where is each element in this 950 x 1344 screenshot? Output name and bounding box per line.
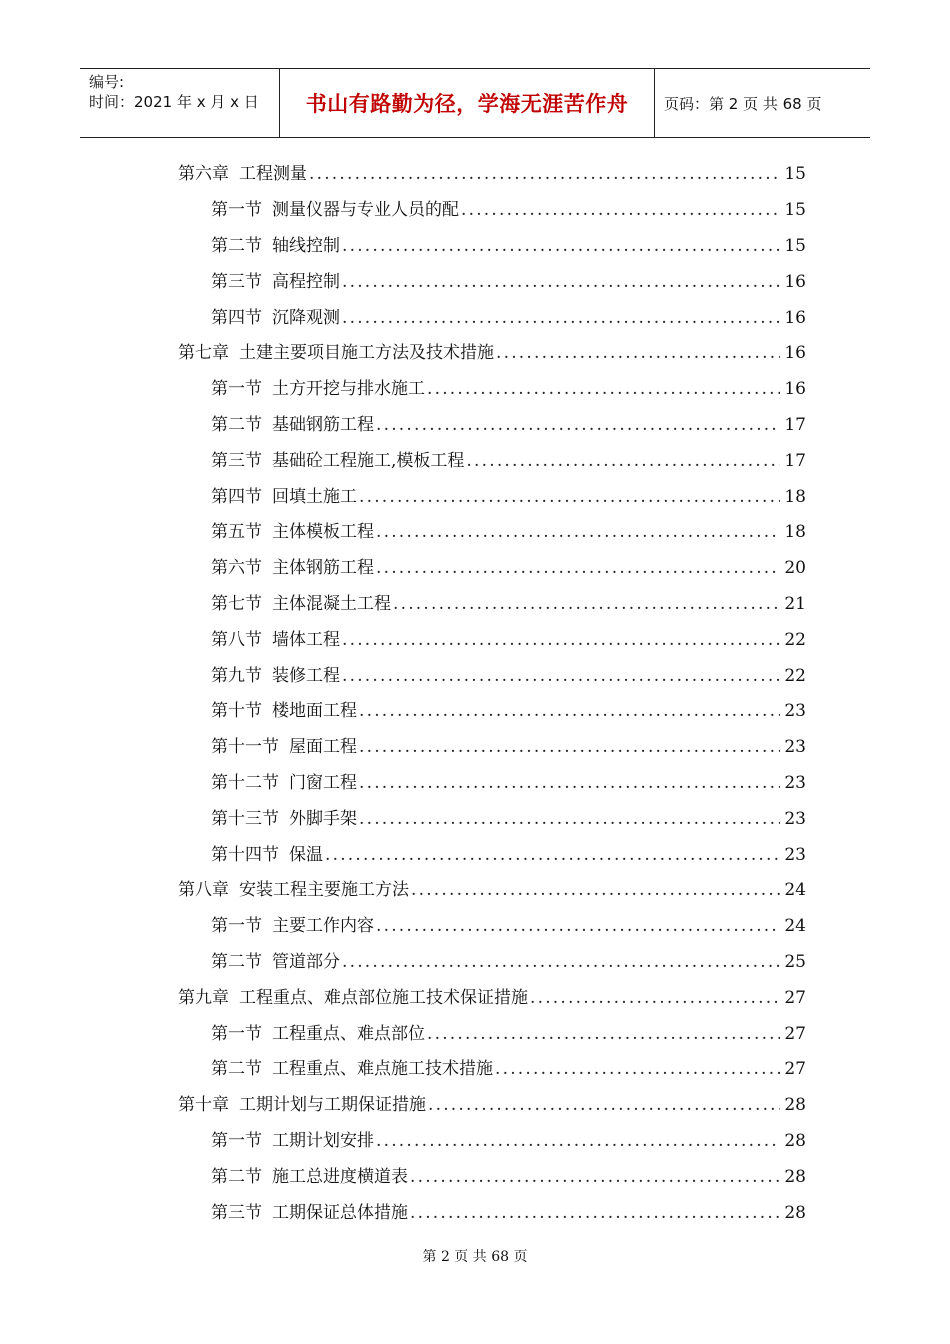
toc-entry-line: [211, 768, 806, 793]
toc-entry-line: [211, 696, 806, 721]
toc-entry-line: [178, 338, 806, 363]
toc-section-entry[interactable]: [0, 906, 950, 942]
toc-entry-number: 第七章: [178, 343, 229, 364]
toc-entry-page: 16: [784, 379, 806, 400]
toc-entry-line: [211, 840, 806, 865]
toc-entry-line: [211, 267, 806, 292]
toc-entry-line: [211, 517, 806, 542]
toc-leader-dots: [411, 880, 780, 900]
toc-section-entry[interactable]: [0, 440, 950, 476]
toc-chapter-entry[interactable]: [0, 1085, 950, 1121]
toc-leader-dots: [376, 1131, 780, 1151]
toc-section-entry[interactable]: [0, 261, 950, 297]
toc-entry-number: 第一节: [211, 1130, 262, 1151]
toc-leader-dots: [359, 701, 780, 721]
toc-entry-line: [178, 983, 806, 1008]
toc-entry-number: 第五节: [211, 522, 262, 543]
toc-entry-title: 主体钢筋工程: [272, 558, 374, 579]
toc-entry-page: 28: [784, 1130, 806, 1151]
toc-leader-dots: [496, 343, 780, 363]
toc-entry-number: 第一节: [211, 1023, 262, 1044]
toc-leader-dots: [342, 630, 780, 650]
toc-entry-line: [211, 303, 806, 328]
toc-entry-number: 第二节: [211, 1059, 262, 1080]
toc-entry-title: 基础砼工程施工,模板工程: [272, 450, 465, 471]
toc-entry-title: 门窗工程: [289, 772, 357, 793]
toc-entry-number: 第一节: [211, 379, 262, 400]
toc-entry-title: 工程重点、难点施工技术措施: [272, 1059, 493, 1080]
toc-leader-dots: [410, 1203, 780, 1223]
toc-entry-number: 第一节: [211, 200, 262, 221]
toc-entry-page: 27: [784, 987, 806, 1008]
toc-entry-page: 28: [784, 1166, 806, 1187]
toc-entry-page: 16: [784, 343, 806, 364]
document-code-label: 编号:: [89, 73, 125, 91]
toc-entry-page: 23: [784, 701, 806, 722]
toc-entry-page: 23: [784, 844, 806, 865]
toc-section-entry[interactable]: [0, 763, 950, 799]
toc-entry-title: 外脚手架: [289, 808, 357, 829]
toc-entry-title: 沉降观测: [272, 307, 340, 328]
toc-entry-title: 工期保证总体措施: [272, 1202, 408, 1223]
toc-entry-title: 保温: [289, 844, 323, 865]
toc-entry-page: 18: [784, 522, 806, 543]
toc-section-entry[interactable]: [0, 297, 950, 333]
toc-entry-page: 21: [784, 593, 806, 614]
toc-entry-number: 第二节: [211, 235, 262, 256]
toc-entry-title: 工期计划与工期保证措施: [239, 1095, 426, 1116]
toc-entry-line: [211, 1126, 806, 1151]
header-motto: 书山有路勤为径，学海无涯苦作舟: [280, 69, 655, 137]
toc-entry-page: 28: [784, 1095, 806, 1116]
toc-entry-page: 27: [784, 1059, 806, 1080]
toc-section-entry[interactable]: [0, 1121, 950, 1157]
toc-entry-line: [211, 947, 806, 972]
toc-leader-dots: [495, 1059, 780, 1079]
toc-entry-number: 第十章: [178, 1095, 229, 1116]
toc-entry-number: 第八节: [211, 629, 262, 650]
toc-entry-line: [211, 589, 806, 614]
toc-entry-page: 15: [784, 200, 806, 221]
toc-entry-line: [211, 1054, 806, 1079]
toc-entry-line: [211, 732, 806, 757]
document-date: 时间：2021 年 x 月 x 日: [89, 93, 259, 111]
page-header: [80, 68, 870, 138]
toc-entry-number: 第六节: [211, 558, 262, 579]
toc-entry-title: 屋面工程: [289, 737, 357, 758]
toc-section-entry[interactable]: [0, 798, 950, 834]
toc-entry-line: [211, 410, 806, 435]
toc-section-entry[interactable]: [0, 512, 950, 548]
toc-leader-dots: [309, 164, 780, 184]
header-page-info: 页码：第 2 页 共 68 页: [664, 94, 822, 113]
toc-entry-title: 主体混凝土工程: [272, 593, 391, 614]
toc-entry-page: 24: [784, 916, 806, 937]
toc-entry-line: [211, 195, 806, 220]
toc-entry-line: [211, 231, 806, 256]
toc-section-entry[interactable]: [0, 1013, 950, 1049]
toc-entry-page: 27: [784, 1023, 806, 1044]
toc-entry-title: 主体模板工程: [272, 522, 374, 543]
toc-entry-title: 高程控制: [272, 271, 340, 292]
toc-leader-dots: [427, 379, 780, 399]
toc-entry-page: 15: [784, 235, 806, 256]
toc-entry-page: 22: [784, 665, 806, 686]
toc-entry-number: 第九章: [178, 987, 229, 1008]
toc-section-entry[interactable]: [0, 727, 950, 763]
toc-leader-dots: [359, 809, 780, 829]
toc-entry-line: [178, 1090, 806, 1115]
toc-entry-title: 工程重点、难点部位施工技术保证措施: [239, 987, 528, 1008]
toc-entry-number: 第三节: [211, 1202, 262, 1223]
toc-section-entry[interactable]: [0, 619, 950, 655]
toc-section-entry[interactable]: [0, 190, 950, 226]
toc-section-entry[interactable]: [0, 655, 950, 691]
toc-leader-dots: [427, 1024, 780, 1044]
toc-section-entry[interactable]: [0, 1156, 950, 1192]
toc-entry-title: 安装工程主要施工方法: [239, 880, 409, 901]
toc-entry-number: 第七节: [211, 593, 262, 614]
toc-section-entry[interactable]: [0, 369, 950, 405]
toc-entry-page: 28: [784, 1202, 806, 1223]
toc-section-entry[interactable]: [0, 584, 950, 620]
toc-entry-title: 主要工作内容: [272, 916, 374, 937]
toc-entry-line: [211, 1162, 806, 1187]
toc-section-entry[interactable]: [0, 405, 950, 441]
toc-leader-dots: [530, 988, 780, 1008]
toc-leader-dots: [376, 558, 780, 578]
page-footer: 第 2 页 共 68 页: [422, 1249, 528, 1265]
toc-entry-page: 25: [784, 951, 806, 972]
toc-entry-number: 第二节: [211, 1166, 262, 1187]
toc-entry-line: [211, 482, 806, 507]
toc-entry-title: 基础钢筋工程: [272, 414, 374, 435]
toc-leader-dots: [428, 1095, 780, 1115]
toc-entry-page: 23: [784, 737, 806, 758]
toc-entry-title: 测量仪器与专业人员的配: [272, 200, 459, 221]
toc-entry-line: [211, 804, 806, 829]
toc-entry-number: 第一节: [211, 916, 262, 937]
toc-leader-dots: [342, 666, 780, 686]
toc-entry-page: 18: [784, 486, 806, 507]
toc-leader-dots: [376, 415, 780, 435]
toc-entry-title: 楼地面工程: [272, 701, 357, 722]
toc-leader-dots: [342, 308, 780, 328]
toc-leader-dots: [325, 845, 780, 865]
toc-entry-title: 轴线控制: [272, 235, 340, 256]
toc-leader-dots: [359, 773, 780, 793]
toc-section-entry[interactable]: [0, 834, 950, 870]
toc-section-entry[interactable]: [0, 1192, 950, 1228]
toc-entry-line: [211, 374, 806, 399]
toc-leader-dots: [342, 236, 780, 256]
toc-entry-number: 第二节: [211, 951, 262, 972]
toc-entry-line: [178, 875, 806, 900]
toc-leader-dots: [359, 737, 780, 757]
toc-entry-line: [178, 159, 806, 184]
toc-entry-number: 第三节: [211, 450, 262, 471]
toc-entry-number: 第二节: [211, 414, 262, 435]
toc-entry-title: 回填土施工: [272, 486, 357, 507]
toc-section-entry[interactable]: [0, 942, 950, 978]
toc-entry-title: 工期计划安排: [272, 1130, 374, 1151]
toc-section-entry[interactable]: [0, 476, 950, 512]
toc-entry-title: 土方开挖与排水施工: [272, 379, 425, 400]
toc-entry-number: 第十三节: [211, 808, 279, 829]
toc-leader-dots: [342, 952, 780, 972]
toc-entry-page: 20: [784, 558, 806, 579]
toc-entry-line: [211, 625, 806, 650]
toc-entry-title: 管道部分: [272, 951, 340, 972]
toc-leader-dots: [342, 272, 780, 292]
toc-entry-number: 第十节: [211, 701, 262, 722]
toc-section-entry[interactable]: [0, 226, 950, 262]
toc-leader-dots: [376, 916, 780, 936]
toc-entry-number: 第四节: [211, 307, 262, 328]
toc-entry-line: [211, 1198, 806, 1223]
toc-section-entry[interactable]: [0, 548, 950, 584]
toc-entry-line: [211, 911, 806, 936]
toc-entry-number: 第三节: [211, 271, 262, 292]
toc-entry-page: 16: [784, 271, 806, 292]
toc-chapter-entry[interactable]: [0, 154, 950, 190]
toc-entry-title: 工程测量: [239, 164, 307, 185]
header-meta: [80, 69, 280, 137]
toc-entry-line: [211, 1019, 806, 1044]
toc-entry-page: 23: [784, 808, 806, 829]
toc-entry-page: 15: [784, 164, 806, 185]
toc-section-entry[interactable]: [0, 1049, 950, 1085]
toc-chapter-entry[interactable]: [0, 977, 950, 1013]
toc-entry-number: 第八章: [178, 880, 229, 901]
toc-entry-page: 23: [784, 772, 806, 793]
toc-leader-dots: [461, 200, 780, 220]
toc-entry-page: 22: [784, 629, 806, 650]
toc-entry-number: 第十一节: [211, 737, 279, 758]
table-of-contents: [0, 154, 950, 1228]
toc-leader-dots: [393, 594, 780, 614]
toc-entry-title: 工程重点、难点部位: [272, 1023, 425, 1044]
toc-entry-title: 墙体工程: [272, 629, 340, 650]
toc-entry-page: 24: [784, 880, 806, 901]
toc-entry-number: 第九节: [211, 665, 262, 686]
toc-entry-line: [211, 661, 806, 686]
toc-entry-number: 第六章: [178, 164, 229, 185]
toc-chapter-entry[interactable]: [0, 870, 950, 906]
toc-entry-title: 装修工程: [272, 665, 340, 686]
toc-entry-line: [211, 553, 806, 578]
toc-entry-number: 第十二节: [211, 772, 279, 793]
toc-entry-number: 第四节: [211, 486, 262, 507]
toc-leader-dots: [466, 451, 780, 471]
toc-entry-number: 第十四节: [211, 844, 279, 865]
toc-leader-dots: [410, 1167, 780, 1187]
toc-entry-page: 17: [784, 450, 806, 471]
toc-section-entry[interactable]: [0, 691, 950, 727]
toc-entry-title: 施工总进度横道表: [272, 1166, 408, 1187]
toc-entry-page: 16: [784, 307, 806, 328]
toc-entry-title: 土建主要项目施工方法及技术措施: [239, 343, 494, 364]
toc-chapter-entry[interactable]: [0, 333, 950, 369]
toc-leader-dots: [359, 487, 780, 507]
toc-entry-page: 17: [784, 414, 806, 435]
toc-leader-dots: [376, 522, 780, 542]
toc-entry-line: [211, 446, 806, 471]
